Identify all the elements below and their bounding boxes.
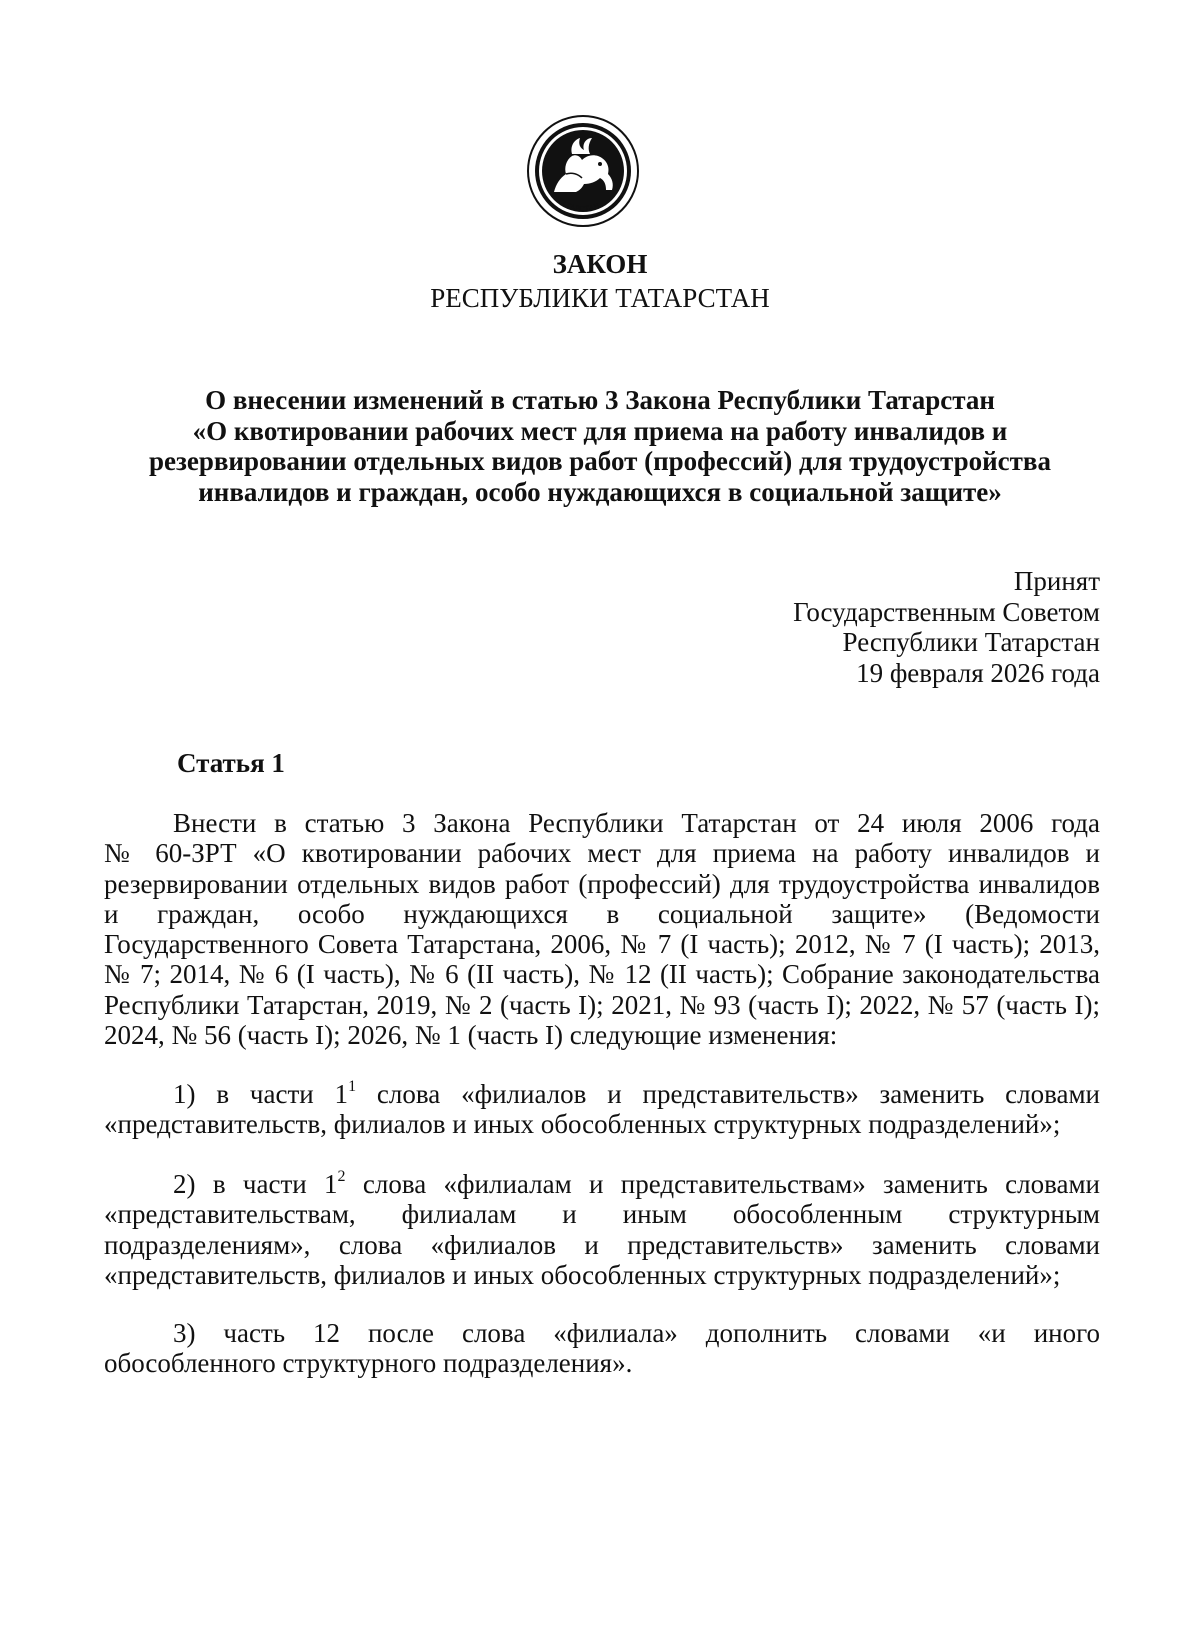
law-name-line: резервировании отдельных видов работ (профессий) для трудоустройства	[149, 446, 1051, 476]
paragraph-line: подразделениям», слова «филиалов и представительств» заменить словами	[104, 1229, 1100, 1260]
law-title: ЗАКОН	[552, 249, 648, 279]
paragraph-line: Государственного Совета Татарстана, 2006, № 7 (I часть); 2012, № 7 (I часть); 2013,	[104, 929, 1100, 960]
law-name-line: О внесении изменений в статью 3 Закона Республики Татарстан	[205, 385, 995, 415]
law-name-line: инвалидов и граждан, особо нуждающихся в социальной защите»	[198, 476, 1002, 507]
adoption-block	[793, 566, 1100, 688]
paragraph-line: Республики Татарстан, 2019, № 2 (часть I); 2021, № 93 (часть I); 2022, № 57 (часть I);	[104, 989, 1100, 1020]
law-name-line: «О квотировании рабочих мест для приема на работу инвалидов и	[192, 415, 1008, 446]
superscript: 1	[348, 1078, 357, 1095]
paragraph-line: 2) в части $1^2$ слова «филиалам и представительствам» заменить словами	[173, 1168, 1100, 1199]
paragraph-line: «представительств, филиалов и иных обособленных структурных подразделений»;	[104, 1259, 1061, 1290]
law-name	[120, 385, 1080, 507]
amendment-item-3	[104, 1318, 1100, 1379]
article-intro-paragraph	[104, 808, 1100, 1050]
paragraph-line: Внести в статью 3 Закона Республики Татарстан от 24 июля 2006 года	[173, 808, 1100, 838]
paragraph-line: № 7; 2014, № 6 (I часть), № 6 (II часть), № 12 (II часть); Собрание законодательства	[104, 959, 1100, 990]
paragraph-line: резервировании отдельных видов работ (профессий) для трудоустройства инвалидов	[104, 868, 1100, 899]
paragraph-line: обособленного структурного подразделения».	[104, 1348, 633, 1379]
emblem-ring-text: ТАТАРСТАН	[555, 196, 601, 214]
article-heading: Статья 1	[177, 748, 285, 778]
adopted-by-republic: Республики Татарстан	[842, 627, 1100, 657]
adopted-date: 19 февраля 2026 года	[856, 657, 1100, 688]
adopted-label: Принят	[1013, 566, 1100, 596]
superscript: 2	[337, 1168, 346, 1185]
paragraph-line: № 60-ЗРТ «О квотировании рабочих мест для приема на работу инвалидов и	[104, 838, 1100, 869]
paragraph-line: 1) в части $1^1$ слова «филиалов и представительств» заменить словами	[173, 1078, 1100, 1109]
amendment-item-1	[104, 1079, 1100, 1140]
coat-of-arms-icon	[526, 114, 640, 228]
paragraph-line: и граждан, особо нуждающихся в социальной защите» (Ведомости	[104, 898, 1100, 929]
paragraph-line: «представительств, филиалов и иных обособленных структурных подразделений»;	[104, 1109, 1061, 1140]
amendment-item-2	[104, 1169, 1100, 1290]
paragraph-line: «представительствам, филиалам и иным обособленным структурным	[104, 1199, 1100, 1230]
paragraph-line: 3) часть 12 после слова «филиала» дополнить словами «и иного	[173, 1318, 1100, 1348]
paragraph-line: 2024, № 56 (часть I); 2026, № 1 (часть I) следующие изменения:	[104, 1020, 838, 1051]
adopted-by: Государственным Советом	[793, 596, 1100, 627]
law-subtitle: РЕСПУБЛИКИ ТАТАРСТАН	[430, 283, 770, 313]
